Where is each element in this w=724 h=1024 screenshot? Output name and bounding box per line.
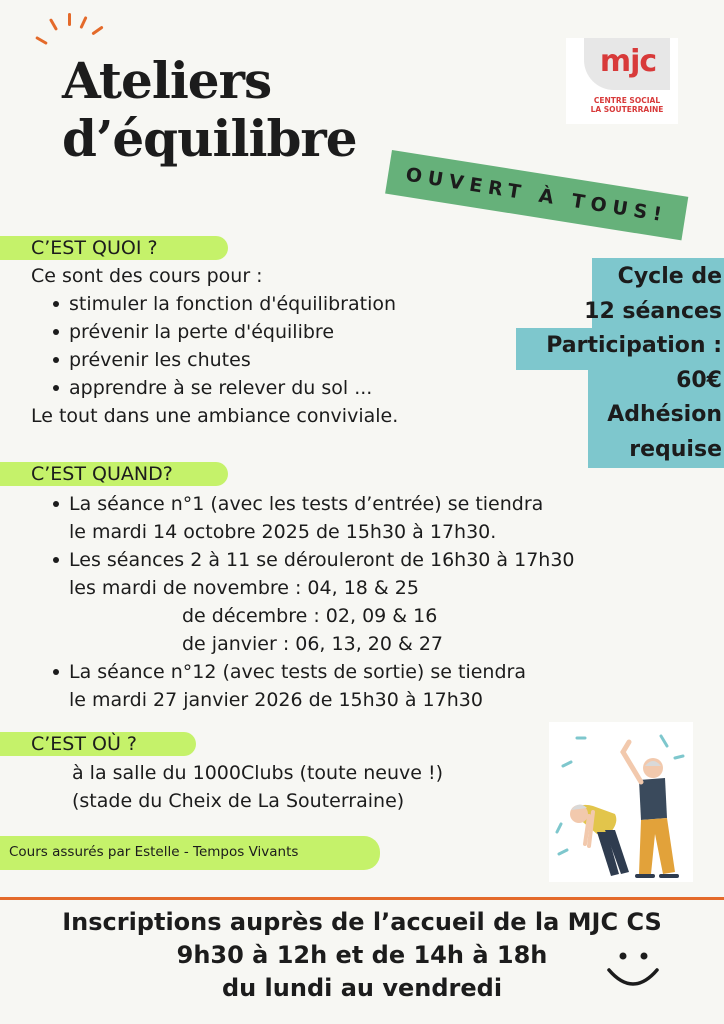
sessions-2-11-line-1: Les séances 2 à 11 se dérouleront de 16h30 à 17h30 [69,549,575,571]
cycle-line: 12 séances [584,298,722,324]
sessions-2-11-line-4: de janvier : 06, 13, 20 & 27 [182,633,444,655]
instructor-text: Cours assurés par Estelle - Tempos Vivants [9,844,299,860]
footer-line-1: Inscriptions auprès de l’accueil de la MJC CS [62,908,662,936]
location-line-2: (stade du Cheix de La Souterraine) [72,790,405,812]
footer-line-2: 9h30 à 12h et de 14h à 18h [176,941,548,969]
list-item: stimuler la fonction d'équilibration [51,290,398,318]
open-to-all-text: OUVERT À TOUS! [404,163,670,227]
sessions-2-11-line-3: de décembre : 02, 09 & 16 [182,605,438,627]
mjc-logo [566,38,678,124]
list-item: prévenir la perte d'équilibre [51,318,398,346]
quand-content [51,490,575,714]
logo-sub-line-1: CENTRE SOCIAL [593,96,661,105]
logo-sub-line-2: LA SOUTERRAINE [590,105,664,114]
list-item: apprendre à se relever du sol ... [51,374,398,402]
open-to-all-banner [385,150,688,240]
stretching-seniors-illustration [549,722,693,882]
footer-line-3: du lundi au vendredi [221,974,503,1002]
quoi-outro: Le tout dans une ambiance conviviale. [31,405,399,427]
list-item [51,490,575,546]
ou-content [72,759,443,815]
session-1-line-1: La séance n°1 (avec les tests d’entrée) se tiendra [69,493,544,515]
cycle-line: Participation : [546,333,722,358]
session-12-line-2: le mardi 27 janvier 2026 de 15h30 à 17h30 [69,689,483,711]
list-item [51,658,575,714]
section-title-ou: C’EST OÙ ? [31,733,138,755]
quand-list [51,490,575,714]
smiley-icon [606,944,660,992]
logo-name: mjc [599,44,657,79]
cycle-line: 60€ [676,367,722,393]
cycle-line: requise [629,436,722,462]
logo-subtitle [580,96,674,114]
list-item: prévenir les chutes [51,346,398,374]
cycle-line: Cycle de [617,264,722,289]
session-1-line-2: le mardi 14 octobre 2025 de 15h30 à 17h30. [69,521,497,543]
quoi-intro: Ce sont des cours pour : [31,265,263,287]
quoi-content [31,262,398,430]
sessions-2-11-line-2: les mardi de novembre : 04, 18 & 25 [69,577,419,599]
title-line-1: Ateliers [62,51,272,110]
section-title-quoi: C’EST QUOI ? [31,237,158,259]
title-line-2: d’équilibre [62,109,357,168]
quoi-list [51,290,398,402]
session-12-line-1: La séance n°12 (avec tests de sortie) se tiendra [69,661,526,683]
cycle-line: Adhésion [607,402,722,427]
location-line-1: à la salle du 1000Clubs (toute neuve !) [72,762,444,784]
section-title-quand: C’EST QUAND? [31,463,173,485]
cycle-text [510,260,722,467]
list-item [51,546,575,658]
page-title [62,52,357,168]
divider [0,897,724,900]
instructor-banner [0,836,380,870]
